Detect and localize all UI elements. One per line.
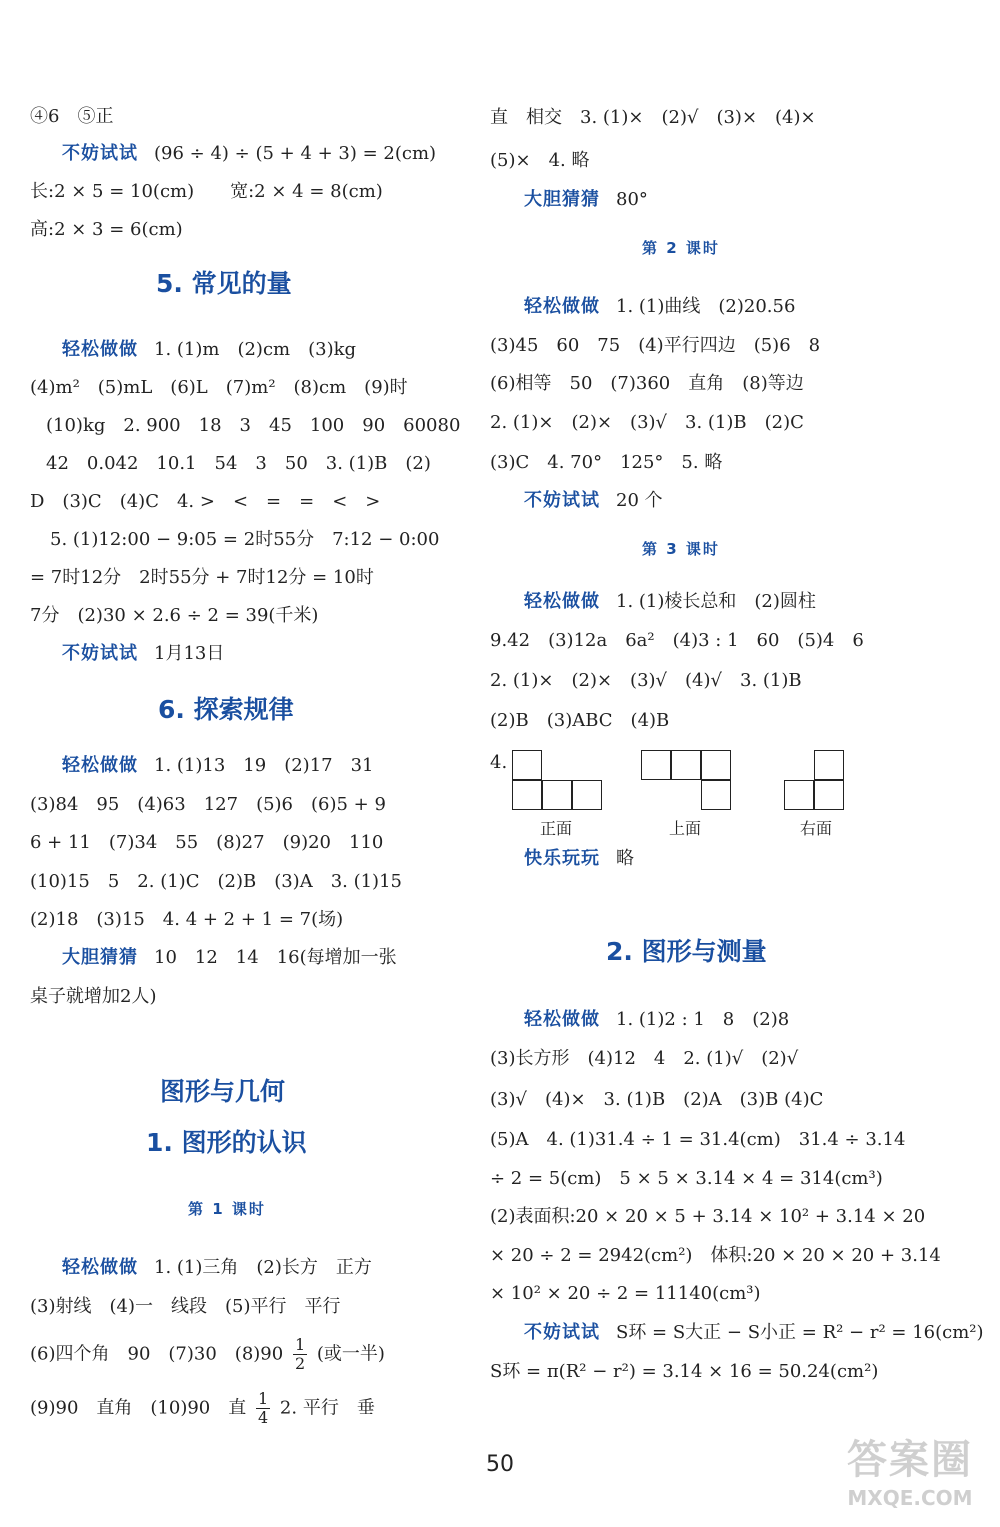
section-label: 不妨试试 (62, 143, 138, 164)
answer-line: 不妨试试 (96 ÷ 4) ÷ (5 + 4 + 3) = 2(cm) (62, 143, 437, 164)
view-cell (784, 780, 814, 810)
answer-line: (3)84 95 (4)63 127 (5)6 (6)5 + 9 (30, 794, 386, 815)
answer-line: 5. (1)12:00 − 9:05 = 2时55分 7:12 − 0:00 (50, 529, 440, 550)
answer-line: (6)相等 50 (7)360 直角 (8)等边 (490, 373, 804, 394)
lesson-heading: 第 3 课时 (642, 540, 720, 558)
view-cell (641, 750, 671, 780)
watermark-text: 答案圈 (847, 1437, 973, 1483)
answer-line: (3)√ (4)× 3. (1)B (2)A (3)B (4)C (490, 1089, 824, 1110)
watermark-url: MXQE.COM (847, 1486, 973, 1510)
answer-line: 2. (1)× (2)× (3)√ 3. (1)B (2)C (490, 412, 804, 433)
answer-line: (10)kg 2. 900 18 3 45 100 90 60080 (46, 415, 461, 436)
section-label: 大胆猜猜 (524, 189, 600, 210)
answer-line: 大胆猜猜 80° (524, 189, 648, 210)
answer-line: 9.42 (3)12a 6a² (4)3 : 1 60 (5)4 6 (490, 630, 864, 651)
section-heading: 5. 常见的量 (156, 269, 292, 298)
view-cell (572, 780, 602, 810)
view-cell (701, 750, 731, 780)
answer-line: 桌子就增加2人) (30, 986, 157, 1007)
section-label: 不妨试试 (524, 1322, 600, 1343)
answer-line: 长:2 × 5 = 10(cm) 宽:2 × 4 = 8(cm) (30, 181, 383, 202)
answer-line: 2. (1)× (2)× (3)√ (4)√ 3. (1)B (490, 670, 802, 691)
answer-line: = 7时12分 2时55分 + 7时12分 = 10时 (30, 567, 374, 588)
section-label: 大胆猜猜 (62, 947, 138, 968)
view-cell (814, 780, 844, 810)
answer-line: S环 = π(R² − r²) = 3.14 × 16 = 50.24(cm²) (490, 1361, 879, 1382)
watermark (835, 1435, 985, 1520)
answer-line: 高:2 × 3 = 6(cm) (30, 219, 183, 240)
front-view-label: 正面 (540, 819, 573, 838)
section-label: 快乐玩玩 (524, 848, 600, 869)
view-cell (512, 750, 542, 780)
answer-line: 6 + 11 (7)34 55 (8)27 (9)20 110 (30, 832, 384, 853)
section-label: 轻松做做 (524, 1009, 600, 1030)
answer-line: × 10² × 20 ÷ 2 = 11140(cm³) (490, 1283, 761, 1304)
answer-line: 轻松做做 1. (1)曲线 (2)20.56 (524, 296, 796, 317)
answer-line: (3)45 60 75 (4)平行四边 (5)6 8 (490, 335, 821, 356)
view-cell (814, 750, 844, 780)
answer-line: 42 0.042 10.1 54 3 50 3. (1)B (2) (46, 453, 431, 474)
top-view-label: 上面 (669, 819, 702, 838)
answer-line: D (3)C (4)C 4. > < = = < > (30, 491, 381, 512)
answer-line: 轻松做做 1. (1)m (2)cm (3)kg (62, 339, 357, 360)
answer-line: (2)B (3)ABC (4)B (490, 710, 670, 731)
view-cell (512, 780, 542, 810)
section-heading: 6. 探索规律 (158, 695, 294, 724)
three-view-figure (490, 750, 970, 840)
answer-line: (10)15 5 2. (1)C (2)B (3)A 3. (1)15 (30, 871, 402, 892)
answer-line: × 20 ÷ 2 = 2942(cm²) 体积:20 × 20 × 20 + 3.14 (490, 1245, 941, 1266)
answer-line: (5)× 4. 略 (490, 150, 590, 171)
answer-line: ④6 ⑤正 (30, 106, 114, 127)
answer-line: 轻松做做 1. (1)三角 (2)长方 正方 (62, 1257, 372, 1278)
fraction: $\frac{1}{2}$ (294, 1335, 306, 1373)
answer-line: (2)18 (3)15 4. 4 + 2 + 1 = 7(场) (30, 909, 344, 930)
answer-line: 不妨试试 1月13日 (62, 643, 225, 664)
section-label: 轻松做做 (524, 296, 600, 317)
view-cell (542, 780, 572, 810)
section-label: 不妨试试 (62, 643, 138, 664)
answer-line: (3)射线 (4)一 线段 (5)平行 平行 (30, 1296, 341, 1317)
view-cell (671, 750, 701, 780)
answer-line: 不妨试试 S环 = S大正 − S小正 = R² − r² = 16(cm²) (524, 1322, 984, 1343)
answer-line: (9)90 直角 (10)90 直 $\frac{1}{4}$ 2. 平行 垂 (30, 1389, 375, 1427)
section-label: 不妨试试 (524, 490, 600, 511)
section-label: 轻松做做 (524, 591, 600, 612)
section-label: 轻松做做 (62, 1257, 138, 1278)
answer-line: 7分 (2)30 × 2.6 ÷ 2 = 39(千米) (30, 605, 319, 626)
page-number: 50 (486, 1452, 514, 1477)
answer-line: (3)C 4. 70° 125° 5. 略 (490, 452, 723, 473)
section-label: 轻松做做 (62, 755, 138, 776)
answer-line: 不妨试试 20 个 (524, 490, 663, 511)
question-number: 4. (490, 752, 508, 773)
answer-line: 快乐玩玩 略 (524, 848, 634, 869)
lesson-heading: 第 2 课时 (642, 239, 720, 257)
answer-line: 轻松做做 1. (1)13 19 (2)17 31 (62, 755, 374, 776)
answer-line: (2)表面积:20 × 20 × 5 + 3.14 × 10² + 3.14 × 20 (490, 1206, 926, 1227)
answer-line: 轻松做做 1. (1)2 : 1 8 (2)8 (524, 1009, 790, 1030)
section-heading: 图形与几何 (160, 1077, 286, 1106)
answer-line: (5)A 4. (1)31.4 ÷ 1 = 31.4(cm) 31.4 ÷ 3.14 (490, 1129, 906, 1150)
answer-line: 直 相交 3. (1)× (2)√ (3)× (4)× (490, 107, 816, 128)
answer-line: 轻松做做 1. (1)棱长总和 (2)圆柱 (524, 591, 816, 612)
answer-line: (4)m² (5)mL (6)L (7)m² (8)cm (9)时 (30, 377, 408, 398)
answer-line: (3)长方形 (4)12 4 2. (1)√ (2)√ (490, 1048, 799, 1069)
section-heading: 1. 图形的认识 (146, 1128, 307, 1157)
side-view-label: 右面 (800, 819, 833, 838)
section-heading: 2. 图形与测量 (606, 937, 767, 966)
lesson-heading: 第 1 课时 (188, 1200, 266, 1218)
view-cell (701, 780, 731, 810)
section-label: 轻松做做 (62, 339, 138, 360)
answer-line: 大胆猜猜 10 12 14 16(每增加一张 (62, 947, 397, 968)
answer-line: (6)四个角 90 (7)30 (8)90 $\frac{1}{2}$ (或一半) (30, 1335, 385, 1373)
fraction: $\frac{1}{4}$ (258, 1389, 269, 1427)
answer-line: ÷ 2 = 5(cm) 5 × 5 × 3.14 × 4 = 314(cm³) (490, 1168, 883, 1189)
